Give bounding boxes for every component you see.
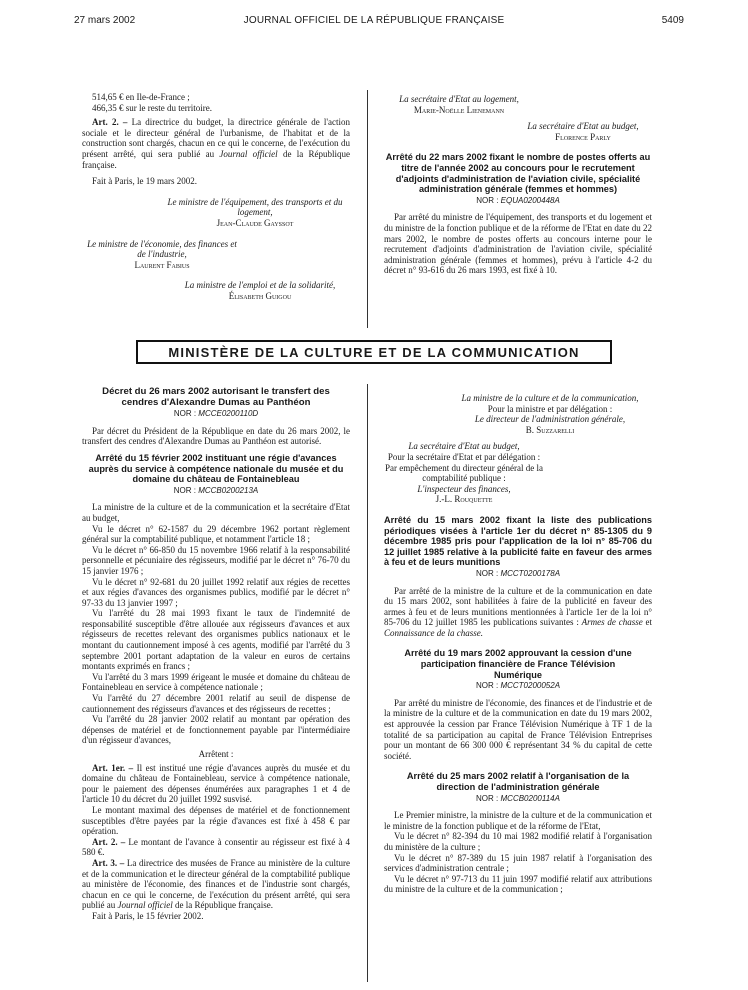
signature-delegation-2: Par empêchement du directeur général de la comptabilité publique : xyxy=(385,462,543,484)
signature-block-budget xyxy=(384,441,544,505)
publications-nor xyxy=(384,569,652,580)
arrete-aviation-nor xyxy=(384,196,652,207)
nor-code: MCCT0200178A xyxy=(500,568,561,578)
regie-paragraph: Vu le décret n° 92-681 du 20 juillet 1992 relatif aux régies de recettes et aux régies d'avances des organismes publics, modifié par le décret n° 97-33 du 13 janvier 1997 ; xyxy=(82,576,350,608)
publication-name: Armes de chasse xyxy=(581,617,643,628)
signature-inspector: L'inspecteur des finances, xyxy=(417,483,511,494)
signature-name: J.-L. Rouquette xyxy=(435,494,493,505)
regie-paragraph: Vu le décret n° 62-1587 du 29 décembre 1962 portant règlement général sur la comptabilité publique, et notamment l'article 18 ; xyxy=(82,523,350,545)
article-1-label: Art. 1er. – xyxy=(92,762,134,773)
bottom-right-column xyxy=(384,393,652,895)
signature-role: Le ministre de l'équipement, des transports et du logement, xyxy=(167,196,343,218)
arrete-aviation-text: Par arrêté du ministre de l'équipement, des transports et du logement et du ministre de la fonction publique et de la réforme de l'Etat en date du 22 mars 2002, le nombre de postes offerts au concours interne pour le recrutement d'adjoints d'administration de l'aviation civile, spécialité administration générale (femmes et hommes), prévu à l'article 4-2 du décret n° 93-616 du 26 mars 1993, est fixé à 10. xyxy=(384,212,652,276)
decret-dumas-title: Décret du 26 mars 2002 autorisant le transfert des cendres d'Alexandre Dumas au Panthéon xyxy=(102,386,330,408)
signature-block-culture xyxy=(460,393,640,435)
nor-code: EQUA0200448A xyxy=(500,195,560,205)
article-2-body: Le montant de l'avance à consentir au régisseur est fixé à 4 580 €. xyxy=(82,836,350,858)
decret-dumas-nor xyxy=(82,409,350,420)
article-2-body: La directrice du budget, la directrice générale de l'action sociale et le directeur général de l'urbanisme, de l'habitat et de la construction sont chargés, chacun en ce qui le concerne, de l'exécution du présent arrêté, qui sera publié au xyxy=(82,117,350,159)
signature-name: Élisabeth Guigou xyxy=(228,290,292,301)
organisation-paragraph: Vu le décret n° 82-394 du 10 mai 1982 modifié relatif à l'organisation du ministère de la culture ; xyxy=(384,831,652,852)
organisation-paragraph: Vu le décret n° 87-389 du 15 juin 1987 relatif à l'organisation des services d'administration centrale ; xyxy=(384,852,652,874)
article-1-paragraph-2: Le montant maximal des dépenses de matériel et de fonctionnement susceptibles d'être payées par la régie d'avances est fixé à 458 € par opération. xyxy=(82,804,350,837)
ftv-title: Arrêté du 19 mars 2002 approuvant la cession d'une participation financière de France Télévision Numérique xyxy=(404,648,632,680)
signature-role: La secrétaire d'Etat au logement, xyxy=(399,94,519,104)
signature-block-2 xyxy=(82,239,242,271)
nor-code: MCCB0200114A xyxy=(500,793,560,803)
signature-role: Le ministre de l'économie, des finances et de l'industrie, xyxy=(87,238,237,260)
journal-officiel-ref: Journal officiel xyxy=(219,148,278,159)
regie-paragraph: Vu l'arrêté du 28 mai 1993 fixant le taux de l'indemnité de responsabilité susceptible d'être allouée aux régisseurs d'avances et aux régisseurs de recettes relevant des organismes publics nationaux et le montant du cautionnement imposé à ces agents, modifié par l'arrêté du 3 septembre 2001 portant adaptation de la valeur en euros de certains montants exprimés en francs ; xyxy=(82,608,350,672)
signature-name: B. Suzzarelli xyxy=(525,424,575,435)
article-3-label: Art. 3. – xyxy=(92,857,125,868)
organisation-paragraph: Le Premier ministre, la ministre de la culture et de la communication et le ministre de la fonction publique et de la réforme de l'Etat, xyxy=(384,810,652,831)
regie-title: Arrêté du 15 février 2002 instituant une régie d'avances auprès du service à compétence nationale du musée et du domaine du château de Fontainebleau xyxy=(88,452,344,485)
signature-role: La secrétaire d'Etat au budget, xyxy=(527,121,639,132)
journal-officiel-ref: Journal officiel xyxy=(117,900,173,911)
nor-label: NOR : xyxy=(173,409,197,419)
signature-name: Marie-Noëlle Lienemann xyxy=(413,104,505,115)
organisation-nor xyxy=(384,794,652,805)
nor-code: MCCB0200213A xyxy=(198,485,259,495)
ftv-nor xyxy=(384,681,652,692)
nor-label: NOR : xyxy=(476,793,499,803)
signature-name: Laurent Fabius xyxy=(134,259,190,270)
regie-paragraph: Vu le décret n° 66-850 du 15 novembre 1966 relatif à la responsabilité personnelle et pécuniaire des régisseurs, modifié par le décret n° 76-70 du 15 janvier 1976 ; xyxy=(82,544,350,576)
publications-conjunction: et xyxy=(642,617,652,628)
article-2-end: de la République française. xyxy=(82,148,350,170)
article-2-label: Art. 2. – xyxy=(92,836,126,847)
decret-dumas-text: Par décret du Président de la République en date du 26 mars 2002, le transfert des cendres d'Alexandre Dumas au Panthéon est autorisé. xyxy=(82,425,350,447)
signature-block-3 xyxy=(160,280,360,301)
article-3-body: La directrice des musées de France au ministère de la culture et de la communication et le directeur général de la comptabilité publique au ministère de l'économie, des finances et de l'industrie sont chargés, chacun en ce qui le concerne, de l'exécution du présent arrêté, qui sera publié au xyxy=(82,857,351,911)
page-number: 5409 xyxy=(661,15,684,26)
top-left-column xyxy=(82,92,350,302)
top-right-column xyxy=(384,94,652,276)
organisation-paragraph: Vu le décret n° 97-713 du 11 juin 1997 modifié relatif aux attributions du ministre de la culture et de la communication ; xyxy=(384,873,652,895)
signature-role: La secrétaire d'Etat au budget, xyxy=(408,441,520,452)
publications-body: Par arrêté de la ministre de la culture et de la communication en date du 15 mars 2002, sont habilitées à faire de la publicité en faveur des armes à feu et de leurs munitions mentionnées à l'article 1er de la loi n° 85-706 du 12 juillet 1985 les publications suivantes : xyxy=(384,585,652,628)
arretent-heading: Arrêtent : xyxy=(198,749,234,759)
amount-territoire: 466,35 € sur le reste du territoire. xyxy=(92,102,212,113)
signature-delegation: Pour la secrétaire d'Etat et par délégation : xyxy=(387,451,541,462)
signature-block-logement xyxy=(384,94,534,115)
nor-label: NOR : xyxy=(173,485,196,495)
arrete-aviation-title: Arrêté du 22 mars 2002 fixant le nombre de postes offerts au titre de l'année 2002 au concours pour le recrutement d'adjoints d'administration de l'aviation civile, spécialité administration générale (femmes et hommes) xyxy=(385,152,651,195)
publications-title: Arrêté du 15 mars 2002 fixant la liste des publications périodiques visées à l'article 1er du décret n° 85-1305 du 9 décembre 1985 pris pour l'application de la loi n° 85-706 du 12 juillet 1985 relative à la publicité faite en faveur des armes à feu et de leurs munitions xyxy=(384,514,652,568)
amount-ile-de-france: 514,65 € en Ile-de-France ; xyxy=(92,92,190,102)
signature-block-1 xyxy=(162,197,352,229)
article-1 xyxy=(82,763,350,805)
signature-block-budget xyxy=(508,121,658,142)
signature-role: La ministre de l'emploi et de la solidarité, xyxy=(184,280,336,291)
article-3 xyxy=(82,858,350,911)
nor-label: NOR : xyxy=(475,681,499,691)
nor-label: NOR : xyxy=(476,195,499,205)
article-2-label: Art. 2. – xyxy=(92,117,128,128)
signature-name: Florence Parly xyxy=(555,131,611,142)
header-date: 27 mars 2002 xyxy=(74,15,136,26)
regie-paragraph: Vu l'arrêté du 28 janvier 2002 relatif au montant par opération des dépenses de matériel et de fonctionnement payable par l'intermédiaire d'un régisseur d'avances, xyxy=(82,714,350,746)
publication-name: Connaissance de la chasse. xyxy=(384,627,483,638)
signature-name: Jean-Claude Gayssot xyxy=(216,217,294,228)
ministry-banner: MINISTÈRE DE LA CULTURE ET DE LA COMMUNICATION xyxy=(136,340,612,364)
bottom-left-column xyxy=(82,387,350,922)
organisation-title: Arrêté du 25 mars 2002 relatif à l'organisation de la direction de l'administration générale xyxy=(406,771,630,792)
nor-label: NOR : xyxy=(475,568,499,578)
signature-director: Le directeur de l'administration générale, xyxy=(474,414,626,425)
ftv-text: Par arrêté du ministre de l'économie, des finances et de l'industrie et de la ministre de la culture et de la communication en date du 19 mars 2002, est approuvée la cession par France Télévision Numérique à TF 1 de la totalité de sa participation au capital de France Télévision Entreprises pour un montant de 66 300 000 € représentant 34 % du capital de cette société. xyxy=(384,697,652,761)
article-2 xyxy=(82,837,350,858)
column-divider-top xyxy=(367,90,368,328)
nor-code: MCCT0200052A xyxy=(500,681,561,691)
page-header xyxy=(0,15,748,29)
fait-a-paris: Fait à Paris, le 15 février 2002. xyxy=(92,910,204,921)
article-2-text xyxy=(82,117,350,170)
regie-paragraph: Vu l'arrêté du 3 mars 1999 érigeant le musée et domaine du château de Fontainebleau en service à compétence nationale ; xyxy=(82,671,350,693)
regie-paragraph: Vu l'arrêté du 27 décembre 2001 relatif au seuil de dispense de cautionnement des régisseurs d'avances et des régisseurs de recettes ; xyxy=(82,693,350,714)
column-divider-bottom xyxy=(367,384,368,982)
regie-paragraph: La ministre de la culture et de la communication et la secrétaire d'Etat au budget, xyxy=(82,502,350,523)
nor-code: MCCE0200110D xyxy=(198,409,259,419)
fait-a-paris: Fait à Paris, le 19 mars 2002. xyxy=(92,176,197,187)
article-1-body: Il est institué une régie d'avances auprès du musée et du domaine du château de Fontainebleau, service à compétence nationale, pour le paiement des dépenses énumérées aux paragraphes 1 et 4 de l'article 10 du décret du 20 juillet 1992 susvisé. xyxy=(82,762,350,805)
journal-title: JOURNAL OFFICIEL DE LA RÉPUBLIQUE FRANÇAISE xyxy=(243,15,505,26)
publications-text xyxy=(384,586,652,639)
signature-role: La ministre de la culture et de la communication, xyxy=(461,393,639,403)
article-3-end: de la République française. xyxy=(172,900,273,911)
signature-delegation: Pour la ministre et par délégation : xyxy=(487,403,613,414)
regie-nor xyxy=(82,486,350,497)
